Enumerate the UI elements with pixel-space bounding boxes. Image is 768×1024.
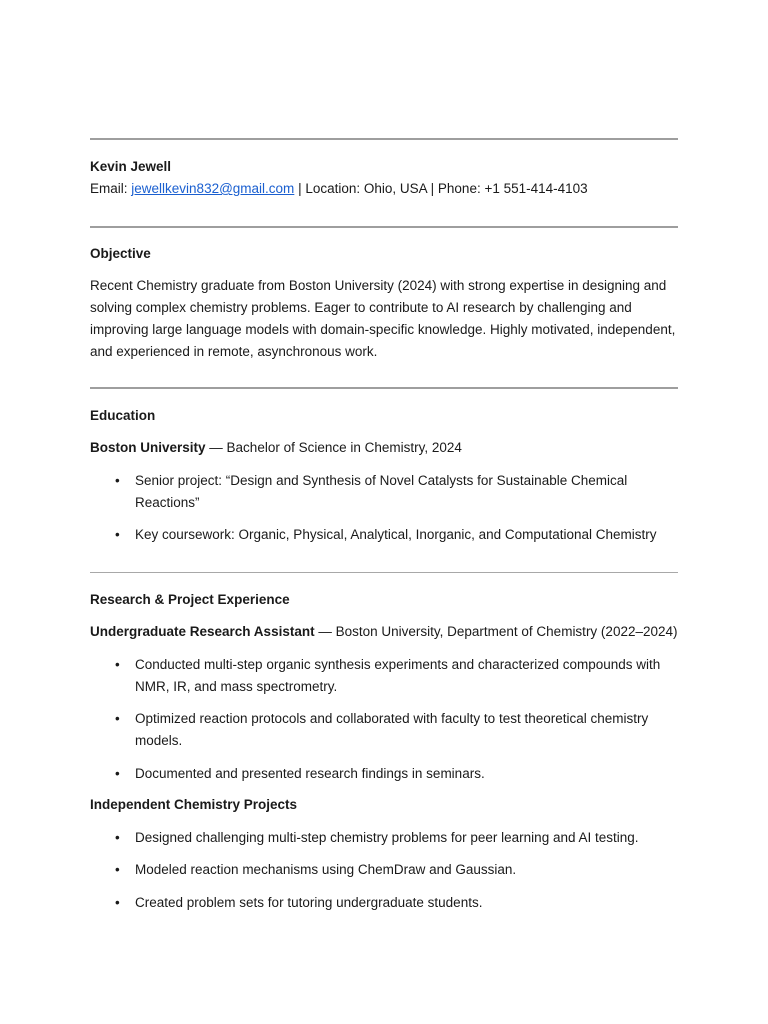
bullet-icon: • [115,711,120,726]
bullet-icon: • [115,862,120,877]
bullet-icon: • [115,895,120,910]
list-item [90,859,678,881]
role-detail: — Boston University, Department of Chemistry (2022–2024) [318,624,678,639]
bullet-icon: • [115,473,120,488]
projects-title: Independent Chemistry Projects [90,797,298,812]
email-link[interactable]: jewellkevin832@gmail.com [131,181,295,196]
list-item [90,827,678,849]
list-item [90,892,678,914]
bullet-icon: • [115,657,120,672]
bullet-icon: • [115,766,120,781]
education-entry [90,438,462,458]
candidate-name: Kevin Jewell [90,159,172,174]
list-item [90,763,678,785]
role-entry [90,622,678,642]
divider [90,138,678,140]
email-label: Email: [90,181,128,196]
list-item-text: Designed challenging multi-step chemistry problems for peer learning and AI testing. [135,830,639,845]
list-item-text: Key coursework: Organic, Physical, Analytical, Inorganic, and Computational Chemistry [135,527,657,542]
list-item-text: Created problem sets for tutoring undergraduate students. [135,895,483,910]
list-item [90,654,678,698]
list-item-text: Conducted multi-step organic synthesis experiments and characterized compounds with NMR, IR, and mass spectrometry. [135,657,661,694]
list-item [90,708,678,752]
objective-text: Recent Chemistry graduate from Boston University (2024) with strong expertise in designing and solving complex chemistry problems. Eager to contribute to AI research by challenging and improving large language models with domain-specific knowledge. Highly motivated, independent, and experienced in remote, asynchronous work. [90,278,676,359]
experience-heading: Research & Project Experience [90,592,290,607]
bullet-icon: • [115,830,120,845]
contact-line [90,179,588,199]
degree-detail: — Bachelor of Science in Chemistry, 2024 [209,440,462,455]
list-item [90,524,678,546]
objective-heading: Objective [90,246,151,261]
list-item-text: Optimized reaction protocols and collaborated with faculty to test theoretical chemistry models. [135,711,649,748]
list-item-text: Modeled reaction mechanisms using ChemDraw and Gaussian. [135,862,517,877]
contact-details: | Location: Ohio, USA | Phone: +1 551-414-4103 [298,181,588,196]
list-item [90,470,678,514]
school-name: Boston University [90,440,206,455]
list-item-text: Documented and presented research findings in seminars. [135,766,485,781]
education-heading: Education [90,408,156,423]
bullet-icon: • [115,527,120,542]
list-item-text: Senior project: “Design and Synthesis of Novel Catalysts for Sustainable Chemical Reactions” [135,473,628,510]
divider [90,387,678,389]
divider [90,226,678,228]
role-title: Undergraduate Research Assistant [90,624,315,639]
divider [90,572,678,573]
